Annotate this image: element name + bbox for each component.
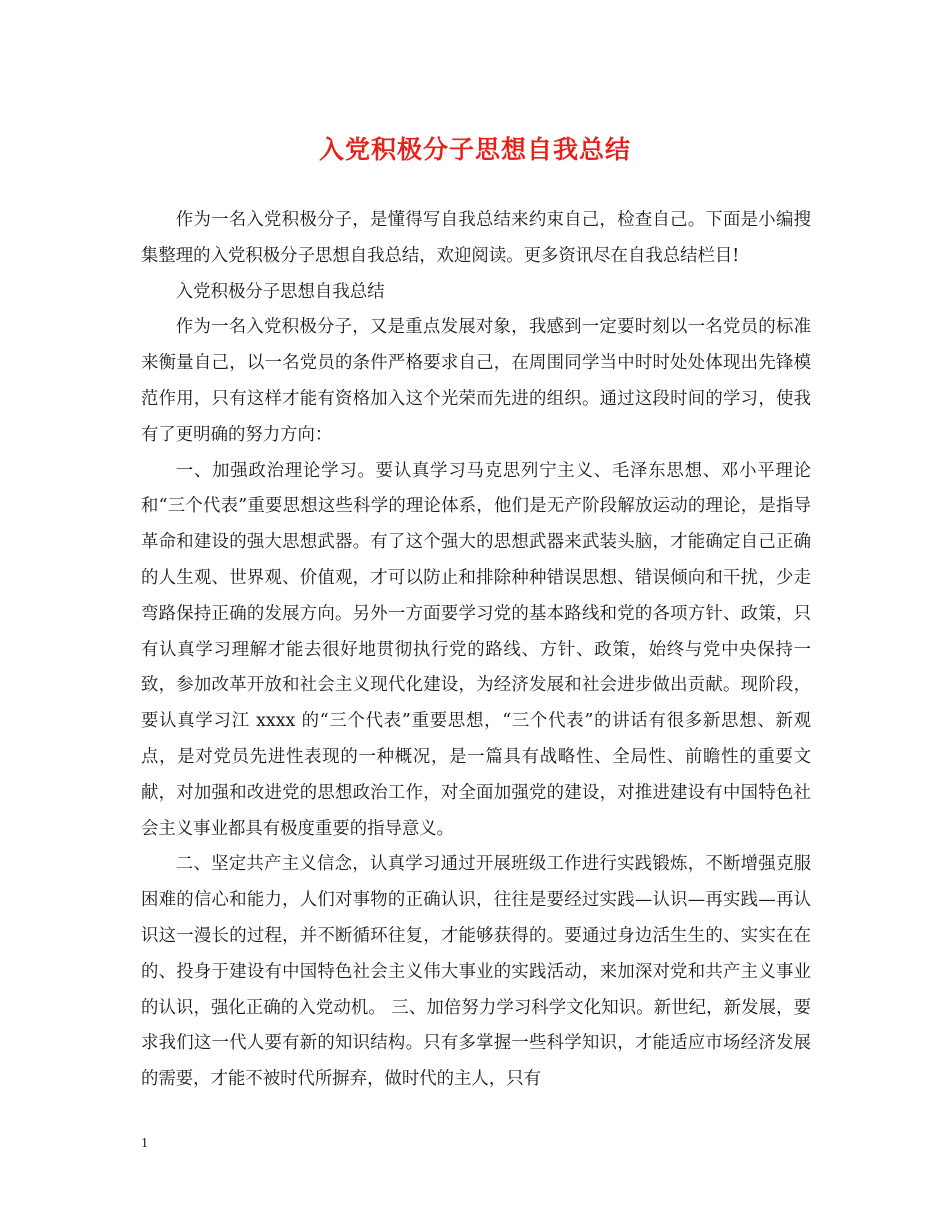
- paragraph-section-one: 一、加强政治理论学习。要认真学习马克思列宁主义、毛泽东思想、邓小平理论和“三个代表”重要思想这些科学的理论体系，他们是无产阶段解放运动的理论，是指导革命和建设的强大思想武器。有了这个强大的思想武器来武装头脑，才能确定自己正确的人生观、世界观、价值观，才可以防止和排除种种错误思想、错误倾向和干扰，少走弯路保持正确的发展方向。另外一方面要学习党的基本路线和党的各项方针、政策，只有认真学习理解才能去很好地贯彻执行党的路线、方针、政策，始终与党中央保持一致，参加改革开放和社会主义现代化建设，为经济发展和社会进步做出贡献。现阶段，要认真学习江 xxxx 的“三个代表”重要思想，“三个代表”的讲话有很多新思想、新观点，是对党员先进性表现的一种概况，是一篇具有战略性、全局性、前瞻性的重要文献，对加强和改进党的思想政治工作，对全面加强党的建设，对推进建设有中国特色社会主义事业都具有极度重要的指导意义。: [141, 460, 811, 839]
- document-body: [141, 203, 811, 1098]
- paragraph-section-two: 二、坚定共产主义信念，认真学习通过开展班级工作进行实践锻炼，不断增强克服困难的信心和能力，人们对事物的正确认识，往往是要经过实践—认识—再实践—再认识这一漫长的过程，并不断循环往复，才能够获得的。要通过身边活生生的、实实在在的、投身于建设有中国特色社会主义伟大事业的实践活动，来加深对党和共产主义事业的认识，强化正确的入党动机。 三、加倍努力学习科学文化知识。新世纪，新发展，要求我们这一代人要有新的知识结构。只有多掌握一些科学知识，才能适应市场经济发展的需要，才能不被时代所摒弃，做时代的主人，只有: [141, 854, 811, 1090]
- document-title: 入党积极分子思想自我总结: [318, 135, 631, 164]
- paragraph-subtitle: 入党积极分子思想自我总结: [175, 281, 385, 302]
- paragraph-opening: 作为一名入党积极分子，又是重点发展对象，我感到一定要时刻以一名党员的标准来衡量自己，以一名党员的条件严格要求自己，在周围同学当中时时处处体现出先锋模范作用，只有这样才能有资格加入这个光荣而先进的组织。通过这段时间的学习，使我有了更明确的努力方向：: [141, 317, 811, 445]
- paragraph-intro: 作为一名入党积极分子，是懂得写自我总结来约束自己，检查自己。下面是小编搜集整理的入党积极分子思想自我总结，欢迎阅读。更多资讯尽在自我总结栏目!: [141, 210, 811, 266]
- page-number: 1: [141, 1136, 148, 1151]
